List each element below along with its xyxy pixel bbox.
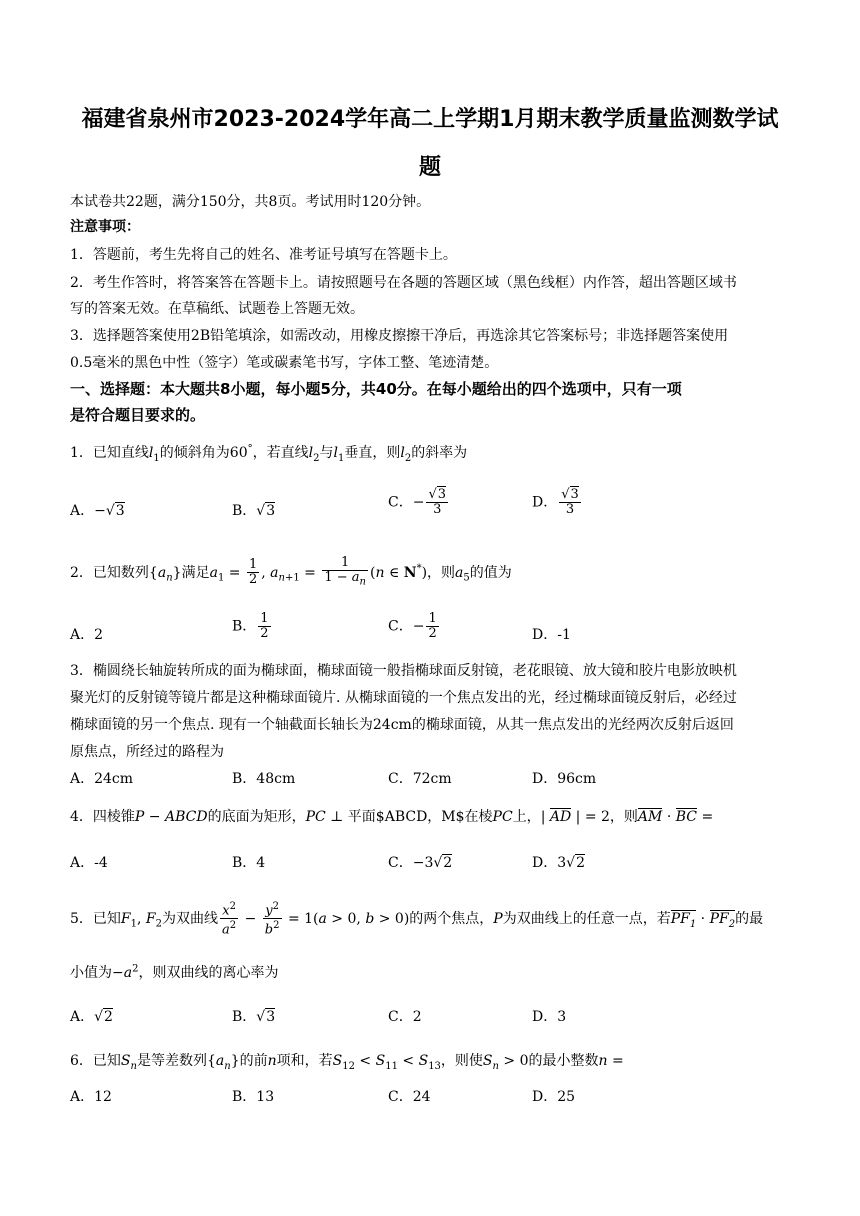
section1-heading-b: 是符合题目要求的。 — [70, 406, 206, 424]
q1-option-a: A．−√3 — [70, 503, 125, 519]
q2-option-a: A．2 — [70, 627, 104, 643]
notes-heading: 注意事项： — [70, 219, 140, 235]
question-6-stem: 6．已知$S_n$是等差数列$\{a_n\}$的前n项和，若$S_{12} < S_{11} < S_{13}$，则使$S_n > 0$的最小整数n = — [70, 1053, 624, 1072]
q3-option-b: B．48cm — [232, 771, 296, 787]
note-2a: 2．考生作答时，将答案答在答题卡上。请按照题号在各题的答题区域（黑色线框）内作答，超出答题区域书 — [70, 275, 737, 291]
q4-option-d: D．3√2 — [532, 855, 585, 871]
q1-option-c: C．− $\frac{√3}{3}$ — [388, 487, 447, 517]
q2-option-b: B． $\frac{1}{2}$ — [232, 611, 269, 641]
q4-option-c: C．−3√2 — [388, 855, 453, 871]
q3-option-c: C．72cm — [388, 771, 452, 787]
q3-option-a: A．24cm — [70, 771, 134, 787]
question-1-stem: 1．已知直线$l_1$的倾斜角为60°，若直线$l_2$与$l_1$垂直，则$l_2$的斜率为 — [70, 443, 468, 464]
q5-option-d: D．3 — [532, 1009, 567, 1025]
note-3b: 0.5毫米的黑色中性（签字）笔或碳素笔书写，字体工整、笔迹清楚。 — [70, 355, 499, 371]
question-3-line2: 聚光灯的反射镜等镜片都是这种椭球面镜片. 从椭球面镜的一个焦点发出的光，经过椭球面镜反射后，必经过 — [70, 690, 737, 706]
note-3a: 3．选择题答案使用2B铅笔填涂，如需改动，用橡皮擦擦干净后，再选涂其它答案标号；非选择题答案使用 — [70, 328, 729, 344]
question-5-line2: 小值为$-a^2$，则双曲线的离心率为 — [70, 963, 279, 981]
section1-heading-a: 一、选择题：本大题共8小题，每小题5分，共40分。在每小题给出的四个选项中，只有一项 — [70, 380, 682, 398]
q6-option-d: D．25 — [532, 1089, 576, 1105]
q6-option-a: A．12 — [70, 1089, 112, 1105]
q4-option-b: B．4 — [232, 855, 266, 871]
q1-option-d: D． $\frac{√3}{3}$ — [532, 487, 579, 517]
exam-title-line1: 福建省泉州市2023-2024学年高二上学期1月期末教学质量监测数学试 — [81, 107, 779, 132]
q6-option-b: B．13 — [232, 1089, 275, 1105]
note-2b: 写的答案无效。在草稿纸、试题卷上答题无效。 — [70, 301, 364, 317]
question-2-stem: 2．已知数列$\{a_n\}$满足$a_1$ = $\frac{1}{2}$ , $a_{n+1}$ = $\frac{1}{1 - a_n}$ (n ∈ N*)，则$a_5$的值为 — [70, 555, 512, 588]
q2-option-c: C．− $\frac{1}{2}$ — [388, 611, 437, 641]
q3-option-d: D．96cm — [532, 771, 597, 787]
q4-option-a: A．-4 — [70, 855, 108, 871]
question-5-stem: 5．已知$F_1$, $F_2$为双曲线 $\frac{x^2}{a^2}$ − $\frac{y^2}{b^2}$ = 1(a > 0, b > 0)的两个焦点，P为双曲线上的任意一点，若$PF_1 \cdot PF_2$的最 — [70, 901, 764, 938]
q6-option-c: C．24 — [388, 1089, 431, 1105]
question-3-line1: 3．椭圆绕长轴旋转所成的面为椭球面，椭球面镜一般指椭球面反射镜，老花眼镜、放大镜和胶片电影放映机 — [70, 663, 737, 679]
question-3-line4: 原焦点，所经过的路程为 — [70, 744, 224, 760]
q5-option-c: C．2 — [388, 1009, 422, 1025]
question-3-line3: 椭球面镜的另一个焦点. 现有一个轴截面长轴长为24cm的椭球面镜，从其一焦点发出的光经两次反射后返回 — [70, 717, 734, 733]
q1-option-b: B．√3 — [232, 503, 276, 519]
q5-option-b: B．√3 — [232, 1009, 276, 1025]
exam-intro: 本试卷共22题，满分150分，共8页。考试用时120分钟。 — [70, 194, 431, 210]
exam-title-line2: 题 — [418, 155, 441, 180]
q2-option-d: D．-1 — [532, 627, 571, 643]
q5-option-a: A．√2 — [70, 1009, 113, 1025]
question-4-stem: 4．四棱锥P − ABCD的底面为矩形，PC ⊥ 平面$ABCD，M$在棱PC上，| AD | = 2，则AM · BC = — [70, 809, 714, 825]
note-1: 1．答题前，考生先将自己的姓名、准考证号填写在答题卡上。 — [70, 247, 457, 263]
